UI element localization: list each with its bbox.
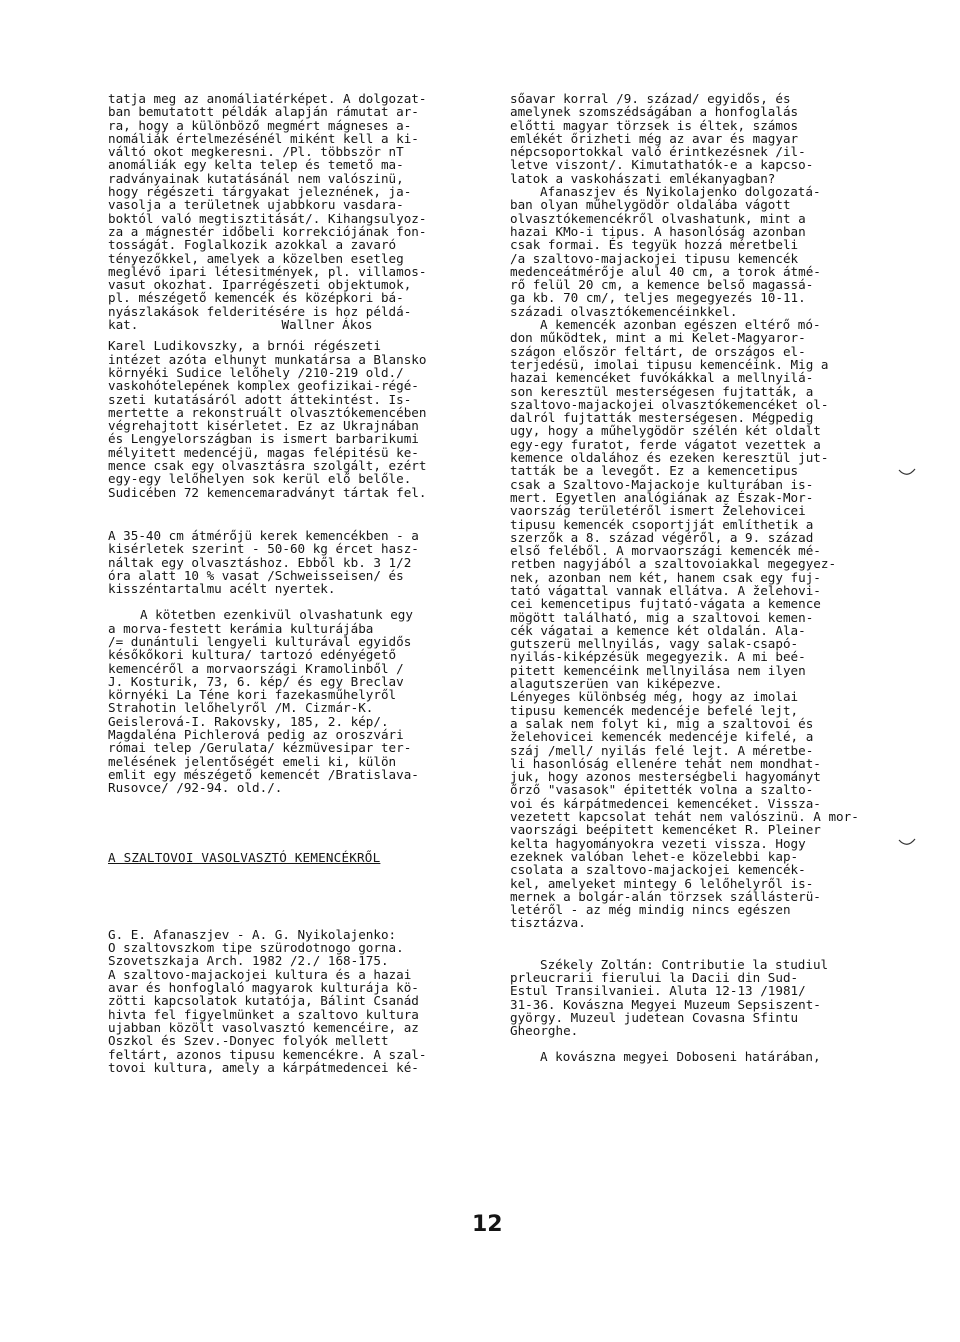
text-line: tisztázva. <box>510 915 586 931</box>
text-line: nyászlakások felderitésére is hoz példá- <box>108 303 412 319</box>
text-line: A kemencék azonban egészen eltérő mó- <box>540 317 821 333</box>
text-line: A kötetben ezenkivül olvashatunk egy <box>140 607 413 623</box>
text-line: don működtek, mint a mi Kelet-Magyaror- <box>510 330 806 346</box>
text-line: hogy régészeti tárgyakat jeleznének, ja- <box>108 184 412 200</box>
text-line: sőavar korral /9. század/ egyidős, és <box>510 91 791 106</box>
review-paragraph-2 <box>108 339 486 499</box>
text-line: emlit egy mészégető kemencét /Bratislava- <box>108 766 419 782</box>
text-line: szaltovo-majackojei olvasztókemencéket ol- <box>510 396 829 412</box>
text-line: ra, hogy a különböző megmért mágneses a- <box>108 117 412 133</box>
text-line: nek, azonban nem két, hanem csak egy fuj- <box>510 569 821 585</box>
text-line: son keresztül mesterségesen fujtatták, a <box>510 383 814 399</box>
text-line: kelta hagyományokra vezeti vissza. Hogy <box>510 835 806 851</box>
margin-check-mark <box>898 838 916 848</box>
text-line: Lényeges különbség még, hogy az imolai <box>510 689 799 705</box>
text-line: mert. Egyetlen analógiának az Észak-Mor- <box>510 489 814 505</box>
text-line: györgy. Muzeul judetean Covasna Sfintu <box>510 1009 799 1025</box>
text-line: cei kemencetipus fujtató-vágata a kemence <box>510 596 821 612</box>
text-line: rő felül 20 cm, a kemence belső magassá- <box>510 277 814 293</box>
text-line: anomáliák egy kelta telep és temető ma- <box>108 157 404 173</box>
text-line: népcsoportokkal való érintkezésnek /il- <box>510 144 806 160</box>
text-line: őrző "vasasok" épitették volna a szalto- <box>510 782 814 798</box>
text-line: voi és kárpátmedencei kemencéket. Vissza- <box>510 795 821 811</box>
text-line: li hasonlóság ellenére tehát nem mondhat- <box>510 755 821 771</box>
text-line: Strahotin lelőhelyről /M. Cizmár-K. <box>108 700 374 716</box>
text-line: vezetett kapcsolat tehát nem valószinü. A mor- <box>510 809 859 825</box>
text-line: tényezőkkel, amelyek a közelben esetleg <box>108 250 404 266</box>
text-line: želehovicei kemencék medencéje kifelé, a <box>510 729 814 745</box>
text-line: terjedésü, imolai tipusu kemencéink. Mig a <box>510 356 829 372</box>
text-line: A 35-40 cm átmérőjü kerek kemencékben - a <box>108 527 419 543</box>
text-line: Geislerová-I. Rakovsky, 185, 2. kép/. <box>108 713 389 729</box>
text-line: Afanaszjev és Nyikolajenko dolgozatá- <box>540 184 821 200</box>
text-line: tipusu kemencék csoportjját említhetik a <box>510 516 814 532</box>
text-line: tatja meg az anomáliatérképet. A dolgozat- <box>108 91 427 106</box>
text-line: kisérletek szerint - 50-60 kg ércet hasz- <box>108 541 419 557</box>
text-line: náltak egy olvasztáshoz. Ebből kb. 3 1/2 <box>108 554 412 570</box>
text-line: latok a vaskohászati emlékanyagban? <box>510 170 776 186</box>
text-line: mélyitett medencéjü, magas felépitésü ke- <box>108 444 419 460</box>
text-line: ban bemutatott példák alapján rámutat ar- <box>108 104 419 120</box>
text-line: a morva-festett kerámia kulturájába <box>108 620 374 636</box>
citation-line: G. E. Afanaszjev - A. G. Nyikolajenko: <box>108 926 397 942</box>
text-line: nyilás-kiképzésük megegyezik. A mi beé- <box>510 649 806 665</box>
right-column <box>510 92 885 1064</box>
text-line: kel, amelyeket mintegy 6 lelőhelyről is- <box>510 875 814 891</box>
text-line: római telep /Gerulata/ kézmüvesipar ter- <box>108 740 412 756</box>
text-line: tipusu kemencék medencéje befelé lejt, <box>510 702 799 718</box>
text-line: vaország területéről ismert Želehovicei <box>510 503 806 519</box>
text-line: csolata a szaltovo-majackojei kemencék- <box>510 862 806 878</box>
text-line: juk, hogy azonos mesterségbeli hagyományt <box>510 769 821 785</box>
text-line: környéki La Téne kori fazekasműhelyről <box>108 687 397 703</box>
text-line: mögött található, mig a szaltovoi kemen- <box>510 609 814 625</box>
text-line: feltárt, azonos tipusu kemencékre. A szal- <box>108 1046 427 1062</box>
text-line: emlékét őrizheti még az avar és magyar <box>510 130 799 146</box>
text-line: vasolja a területnek ujabbkoru vasdara- <box>108 197 404 213</box>
text-line: szerzők a 8. század végéről, a 9. század <box>510 529 814 545</box>
text-line: hivta fel figyelmünket a szaltovo kultura <box>108 1006 419 1022</box>
text-line: retben nagyjából a szaltovoiakkal megegyez- <box>510 556 837 572</box>
review-paragraph-7 <box>510 185 885 318</box>
text-line: za a mágnestér időbeli korrekciójának fon- <box>108 223 427 239</box>
text-line: tatták be a levegőt. Ez a kemencetipus <box>510 463 799 479</box>
review-paragraph-9 <box>510 958 885 1038</box>
review-paragraph-1 <box>108 92 486 331</box>
text-line: váltó okot megkeresni. /Pl. többször nT <box>108 144 404 160</box>
text-line: egy-egy lelőhelyen sok kerül elő belőle. <box>108 471 412 487</box>
text-line: ga kb. 70 cm/, teljes megegyezés 10-11. <box>510 290 806 306</box>
text-line: Rusovce/ /92-94. old./. <box>108 780 283 796</box>
text-line: ujabban közölt vasolvasztó kemencéire, az <box>108 1019 419 1035</box>
text-line: dalról fujtatták mesterségesen. Mégpedig <box>510 410 814 426</box>
text-line: tovoi kultura, amely a kárpátmedencei ké- <box>108 1059 419 1075</box>
review-paragraph-3 <box>108 529 486 595</box>
text-line: mernek a bolgár-alán törzsek szállásterü- <box>510 888 821 904</box>
text-line: Sudicében 72 kemencemaradványt tártak fel. <box>108 484 427 500</box>
review-paragraph-4 <box>108 608 486 794</box>
text-line: ugy, hogy a műhelygödör szélén két oldalt <box>510 423 821 439</box>
text-line: pitett kemencéink mellnyilása nem ilyen <box>510 662 806 678</box>
text-line: végrehajtott kisérletet. Ez az Ukrajnában <box>108 418 419 434</box>
text-line: vaországi beépitett kemencéket R. Pleiner <box>510 822 821 838</box>
text-line: századi olvasztókemencéinkkel. <box>510 303 738 319</box>
text-line: alagutszerüen van kiképezve. <box>510 676 723 692</box>
text-line: meglévő ipari létesitmények, pl. villamos- <box>108 263 427 279</box>
text-line: csak formai. És tegyük hozzá méretbeli <box>510 237 799 253</box>
text-line: környéki Sudice lelőhely /210-219 old./ <box>108 364 404 380</box>
author-signature: Wallner Ákos <box>281 317 373 333</box>
text-line: mertette a rekonstruált olvasztókemencében <box>108 404 427 420</box>
text-line: szeti kutatásáról adott áttekintést. Is- <box>108 391 412 407</box>
text-line: vasut okozhat. Iparrégészeti objektumok, <box>108 277 412 293</box>
text-line: első feléből. A morvaországi kemencék mé- <box>510 543 821 559</box>
text-line: letéről - az még mindig nincs egészen <box>510 902 791 918</box>
margin-check-mark <box>898 468 916 478</box>
text-line: amelynek szomszédságában a honfoglalás <box>510 104 799 120</box>
text-line: kemencéről a morvaországi Kramolinből / <box>108 660 404 676</box>
review-paragraph-8 <box>510 318 885 930</box>
text-line: kemence oldalához és ezeken keresztül jut- <box>510 450 829 466</box>
review-paragraph-5 <box>108 928 486 1074</box>
review-paragraph-6 <box>510 92 885 185</box>
text-line: óra alatt 10 % vasat /Schweisseisen/ és <box>108 567 404 583</box>
text-line: előtti magyar törzsek is éltek, számos <box>510 117 799 133</box>
text-line: prleucrarii fierului la Dacii din Sud- <box>510 970 799 985</box>
text-line: J. Kosturik, 73, 6. kép/ és egy Breclav <box>108 673 404 689</box>
text-line: hazai KMo-i tipus. A hasonlóság azonban <box>510 223 806 239</box>
text-line: tosságát. Foglalkozik azokkal a zavaró <box>108 237 397 253</box>
text-line: gutszerü mellnyilás, vagy salak-csapó- <box>510 636 799 652</box>
text-line: /= dunántuli lengyeli kulturával egyidős <box>108 633 412 649</box>
text-line: cék vágatai a kemence két oldalán. Ala- <box>510 622 806 638</box>
page-number: 12 <box>472 1212 503 1237</box>
text-line: kat. <box>108 317 139 333</box>
text-line: /a szaltovo-majackojei tipusu kemencék <box>510 250 799 266</box>
text-line: radványainak kutatásánál nem valószinü, <box>108 170 404 186</box>
text-line: vaskohótelepének komplex geofizikai-régé- <box>108 378 419 394</box>
text-line: intézet azóta elhunyt munkatársa a Blansko <box>108 351 427 367</box>
text-line: a salak nem folyt ki, mig a szaltovoi és <box>510 715 814 731</box>
citation-line: Székely Zoltán: Contributie la studiul <box>540 956 829 972</box>
text-line: száj /mell/ nyilás felé lejt. A méretbe- <box>510 742 814 758</box>
text-line: 31-36. Kovászna Megyei Muzeum Sepsiszent- <box>510 996 821 1012</box>
text-line: letve viszont/. Kimutathatók-e a kapcso- <box>510 157 814 173</box>
text-line: Szovetszkaja Arch. 1982 /2./ 168-175. <box>108 953 389 969</box>
text-line: szágon először feltárt, de országos el- <box>510 343 806 359</box>
text-line: A szaltovo-majackojei kultura és a hazai <box>108 966 412 982</box>
text-line: Karel Ludikovszky, a brnói régészeti <box>108 338 381 354</box>
text-line: pl. mészégető kemencék és középkori bá- <box>108 290 404 306</box>
text-line: és Lengyelországban is ismert barbarikumi <box>108 431 419 447</box>
text-line: Estul Transilvaniei. Aluta 12-13 /1981/ <box>510 983 806 999</box>
text-line: zötti kapcsolatok kutatója, Bálint Csanád <box>108 993 419 1009</box>
section-heading: A SZALTOVOI VASOLVASZTÓ KEMENCÉKRŐL <box>108 849 381 865</box>
left-column <box>108 92 486 1074</box>
text-line: ezeknek valóban lehet-e közelebbi kap- <box>510 848 799 864</box>
text-line: tató vágattal vannak ellátva. A želehovi- <box>510 582 821 598</box>
text-line: Magdaléna Pichlerová pedig az oroszvári <box>108 727 404 743</box>
text-line: mence csak egy olvasztásra szolgált, ezért <box>108 458 427 474</box>
text-line: Oszkol és Szev.-Donyec folyók mellett <box>108 1033 389 1049</box>
text-line: egy-egy furatot, ferde vágatot vezettek a <box>510 436 821 452</box>
text-line: kisszéntartalmu acélt nyertek. <box>108 581 336 597</box>
text-line: Gheorghe. <box>510 1023 579 1039</box>
text-line: ban olyan műhelygödör oldalába vágott <box>510 197 791 213</box>
text-line: későkőkori kultura/ tartozó edényégető <box>108 647 397 663</box>
review-paragraph-10 <box>510 1050 885 1063</box>
text-line: O szaltovszkom tipe szürodotnogo gorna. <box>108 940 404 956</box>
text-line: nomáliák értelmezésénél miként kell a ki- <box>108 130 419 146</box>
text-line: olvasztókemencékről olvashatunk, mint a <box>510 210 806 226</box>
text-line: boktól való megtisztitását/. Kihangsulyoz- <box>108 210 427 226</box>
text-line: melésének jelentőségét emeli ki, külön <box>108 753 397 769</box>
text-line: hazai kemencéket fuvókákkal a mellnyilá- <box>510 370 814 386</box>
text-line: medenceátmérője alul 40 cm, a torok átmé- <box>510 263 821 279</box>
text-line: A kovászna megyei Doboseni határában, <box>540 1049 821 1065</box>
text-line: avar és honfoglaló magyarok kulturája kö- <box>108 980 419 996</box>
text-line: csak a Szaltovo-Majackoje kulturában is- <box>510 476 814 492</box>
